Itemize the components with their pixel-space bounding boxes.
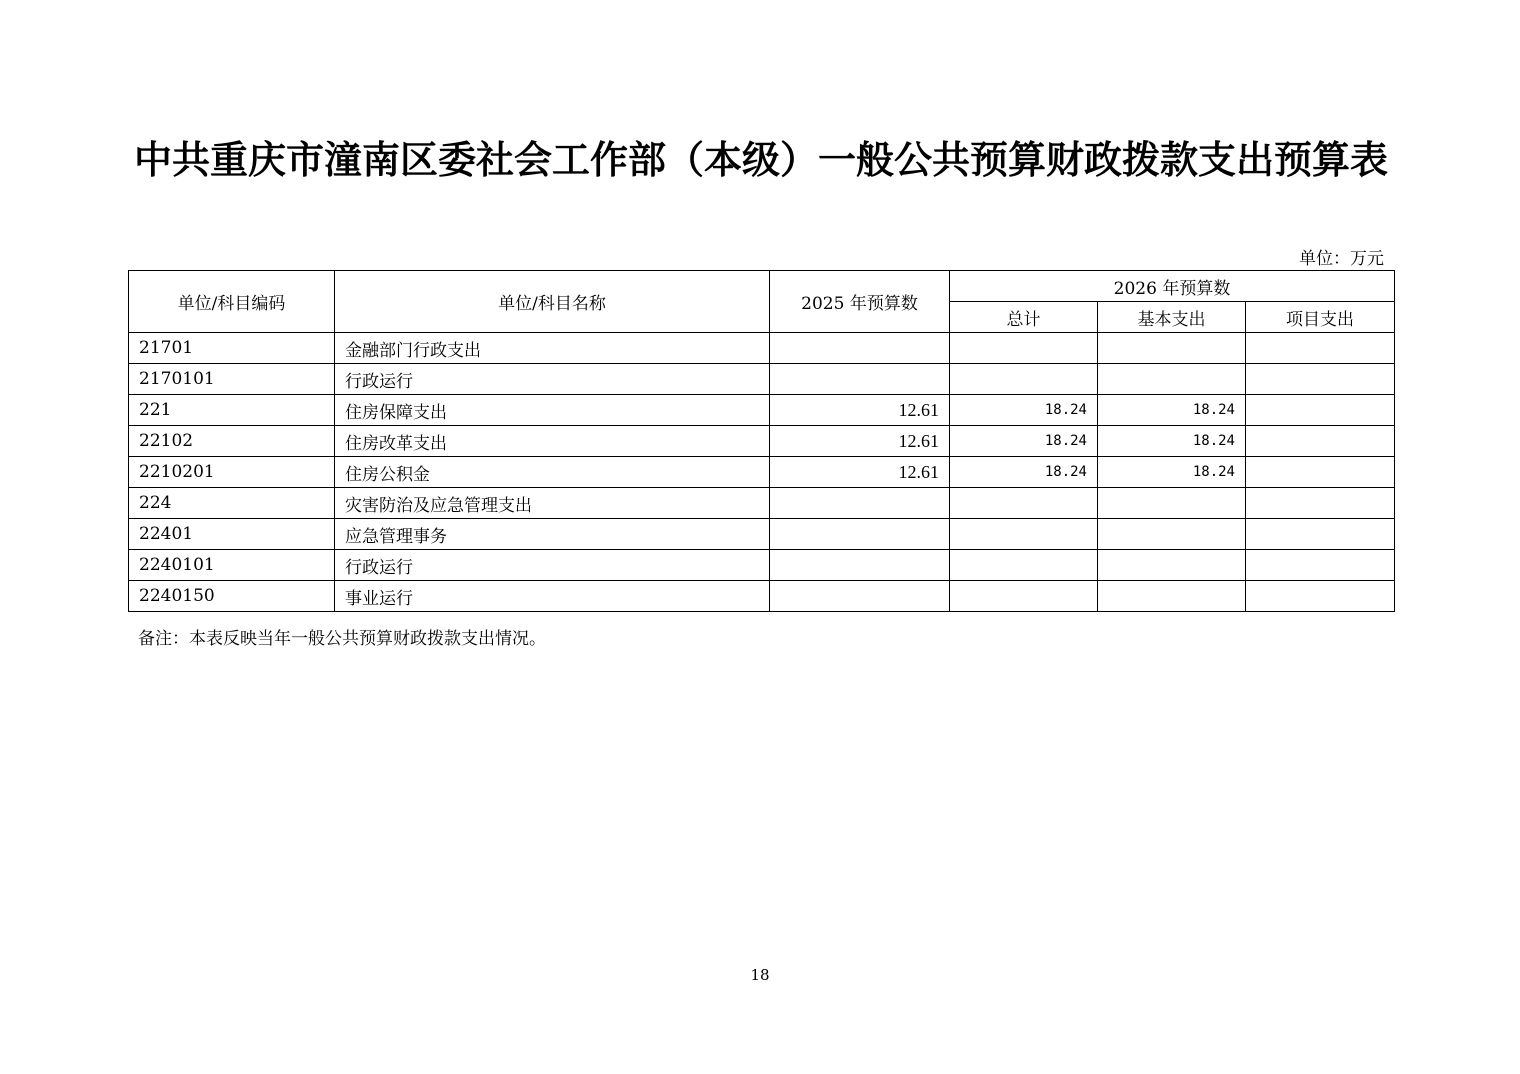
header-basic: 基本支出 <box>1098 302 1246 333</box>
row-basic <box>1098 364 1246 395</box>
row-name: 金融部门行政支出 <box>335 333 770 364</box>
row-project <box>1246 395 1395 426</box>
row-total <box>950 581 1098 612</box>
table-note: 备注：本表反映当年一般公共预算财政拨款支出情况。 <box>138 629 546 649</box>
row-code: 224 <box>129 488 335 519</box>
row-total <box>950 364 1098 395</box>
table-header <box>129 271 1395 333</box>
row-code: 2240150 <box>129 581 335 612</box>
row-name: 灾害防治及应急管理支出 <box>335 488 770 519</box>
row-project <box>1246 426 1395 457</box>
row-basic <box>1098 519 1246 550</box>
row-project <box>1246 457 1395 488</box>
header-total: 总计 <box>950 302 1098 333</box>
row-name: 住房保障支出 <box>335 395 770 426</box>
row-name: 事业运行 <box>335 581 770 612</box>
row-total <box>950 550 1098 581</box>
budget-table <box>128 270 1395 612</box>
row-budget-2025: 12.61 <box>770 426 950 457</box>
row-budget-2025 <box>770 364 950 395</box>
row-name: 住房改革支出 <box>335 426 770 457</box>
document-title: 中共重庆市潼南区委社会工作部（本级）一般公共预算财政拨款支出预算表 <box>133 137 1388 182</box>
table-row <box>129 395 1395 426</box>
table-row <box>129 364 1395 395</box>
row-name: 住房公积金 <box>335 457 770 488</box>
row-basic <box>1098 581 1246 612</box>
header-project: 项目支出 <box>1246 302 1395 333</box>
table-row <box>129 581 1395 612</box>
header-name: 单位/科目名称 <box>335 271 770 333</box>
row-code: 22401 <box>129 519 335 550</box>
row-basic <box>1098 333 1246 364</box>
header-budget-2025: 2025 年预算数 <box>770 271 950 333</box>
row-total: 18.24 <box>950 395 1098 426</box>
row-code: 2170101 <box>129 364 335 395</box>
row-project <box>1246 519 1395 550</box>
row-budget-2025 <box>770 581 950 612</box>
row-basic: 18.24 <box>1098 395 1246 426</box>
table-row <box>129 426 1395 457</box>
page-number: 18 <box>750 966 770 984</box>
table-row <box>129 550 1395 581</box>
row-project <box>1246 550 1395 581</box>
row-project <box>1246 333 1395 364</box>
row-name: 行政运行 <box>335 364 770 395</box>
table-row <box>129 333 1395 364</box>
row-budget-2025 <box>770 488 950 519</box>
row-code: 21701 <box>129 333 335 364</box>
row-basic <box>1098 550 1246 581</box>
row-total <box>950 333 1098 364</box>
row-total <box>950 488 1098 519</box>
row-budget-2025 <box>770 550 950 581</box>
row-code: 2210201 <box>129 457 335 488</box>
row-total <box>950 519 1098 550</box>
row-total: 18.24 <box>950 426 1098 457</box>
row-budget-2025: 12.61 <box>770 457 950 488</box>
row-total: 18.24 <box>950 457 1098 488</box>
row-project <box>1246 488 1395 519</box>
row-budget-2025 <box>770 333 950 364</box>
table-row <box>129 457 1395 488</box>
table-row <box>129 519 1395 550</box>
row-basic: 18.24 <box>1098 426 1246 457</box>
row-project <box>1246 364 1395 395</box>
row-project <box>1246 581 1395 612</box>
row-name: 行政运行 <box>335 550 770 581</box>
row-code: 221 <box>129 395 335 426</box>
row-code: 22102 <box>129 426 335 457</box>
table-row <box>129 488 1395 519</box>
row-basic <box>1098 488 1246 519</box>
row-basic: 18.24 <box>1098 457 1246 488</box>
header-code: 单位/科目编码 <box>129 271 335 333</box>
unit-label: 单位：万元 <box>1299 249 1384 269</box>
row-budget-2025 <box>770 519 950 550</box>
row-name: 应急管理事务 <box>335 519 770 550</box>
table-body <box>129 333 1395 612</box>
row-budget-2025: 12.61 <box>770 395 950 426</box>
header-budget-2026: 2026 年预算数 <box>950 271 1395 302</box>
row-code: 2240101 <box>129 550 335 581</box>
